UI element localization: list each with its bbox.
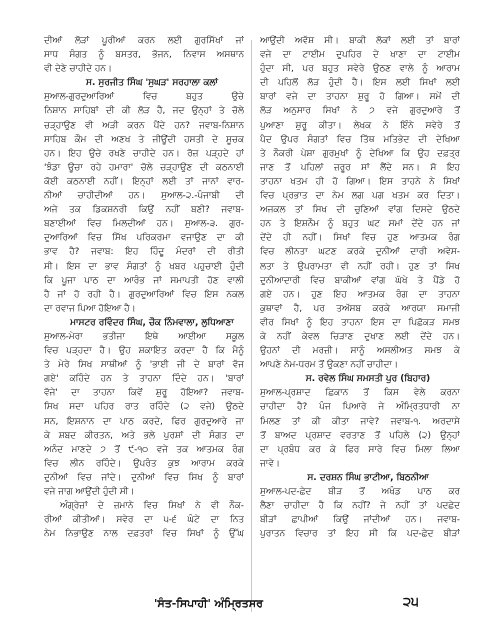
left-line: ਕੇ ਸ਼ਬਦ ਕੀਰਤਨ, ਅਤੇ ਭਲੇ ਪੁਰਸ਼ਾਂ ਦੀ ਸੰਗਤ ਦਾ — [44, 430, 244, 441]
left-line: ਅਨੰਦ ਮਾਣਦੇ ੭ ਤੋਂ ੯-੧੦ ਵਜੇ ਤਕ ਆਤਮਕ ਰੰਗ — [44, 444, 244, 455]
right-line: ਸ. ਦਰਸ਼ਨ ਸਿੰਘ ਭਾਟੀਆ, ਬਿਠਨੀਆ — [307, 472, 429, 483]
right-line: ਤਾਹਨਾ ਖਤਮ ਹੀ ਹੋ ਗਿਆ। ਇਸ ਤਾਹਨੇ ਨੇ ਸਿਖਾਂ — [260, 176, 460, 187]
left-line: ਦੀਆਂ ਲੋੜਾਂ ਪੂਰੀਆਂ ਕਰਨ ਲਈ ਗੁਰਸਿੱਖਾਂ ਜਾਂ — [44, 36, 244, 46]
right-line: ਦੀ ਪਹਿਲੋਂ ਲੋੜ ਹੁੰਦੀ ਹੈ। ਇਸ ਲਈ ਸਿਖਾਂ ਲਈ — [260, 78, 460, 89]
left-line: ਬਣਾਈਆਂ ਵਿਚ ਮਿਲਦੀਆਂ ਹਨ। ਸੁਆਲ-੩. ਗੁਰ- — [44, 219, 244, 230]
right-line: ਕੁਥਾਵਾਂ ਹੈ, ਪਰ ਤਅੱਸਬ ਕਰਕੇ ਆਰਯਾ ਸਮਾਜੀ — [260, 303, 460, 314]
right-line: ਵਜੇ ਦਾ ਟਾਈਮ ਦੁਪਹਿਰ ਦੇ ਖਾਣਾ ਦਾ ਟਾਈਮ — [260, 50, 460, 61]
magazine-page — [44, 34, 464, 634]
footer-page-number: ੨੫ — [403, 595, 419, 610]
left-line: ਸ. ਸੁਰਜੀਤ ਸਿੰਘ 'ਸੁਘੜ' ਸਰਹਾਲਾ ਕਲਾਂ — [86, 78, 218, 89]
left-line: ਵਿਚ ਲੀਨ ਰਹਿੰਦੇ। ਉਪਰੰਤ ਕੁਝ ਆਰਾਮ ਕਰਕੇ — [44, 458, 244, 469]
left-line: ਵਿਚ ਪੜ੍ਹਦਾ ਹੈ। ਉਹ ਸ਼ਕਾਇਤ ਕਰਦਾ ਹੈ ਕਿ ਮੈਨੂੰ — [44, 346, 244, 357]
left-line: ਸਿਖ ਸਦਾ ਪਹਿਰ ਰਾਤ ਰਹਿੰਦੇ (੨ ਵਜੇ) ਉਠਦੇ — [44, 402, 244, 413]
right-line: ਵਿਚ ਪ੍ਰਭਾਤ ਦਾ ਨੇਮ ਲਗ ਪਗ ਖਤਮ ਕਰ ਦਿਤਾ। — [260, 191, 460, 202]
left-column — [44, 34, 244, 541]
right-line: ਦਾ ਪ੍ਰਬੰਧ ਕਰ ਕੇ ਫਿਰ ਸਾਰੇ ਵਿਚ ਮਿਲਾ ਲਿਆ — [260, 444, 460, 455]
left-line: ਹਨ। ਇਹ ਉਚੇ ਰਖਣੇ ਚਾਹੀਦੇ ਹਨ। ਰੋਜ਼ ਪੜ੍ਹਦੇ ਹਾਂ — [44, 148, 244, 159]
right-line: ਚਾਹੀਦਾ ਹੈ? ਪੰਜ ਪਿਆਰੇ ਜੇ ਅੰਮ੍ਰਿਤਧਾਰੀ ਨਾ — [260, 402, 460, 413]
right-line: ਹੁੰਦਾ ਸੀ, ਪਰ ਬਹੁਤ ਸਵੇਰੇ ਉਠਣ ਵਾਲੇ ਨੂੰ ਆਰਾਮ — [260, 64, 460, 75]
left-line: ਨਿਸ਼ਾਨ ਸਾਹਿਬਾਂ ਦੀ ਕੀ ਲੋੜ ਹੈ, ਜਦ ਉਨ੍ਹਾਂ ਤੇ ਚੋਲੇ — [44, 106, 244, 117]
right-line: ਅਜਕਲ ਤਾਂ ਸਿਖ ਦੀ ਚੁਣਿਆਂ ਵਾਂਗ ਦਿਸਦੇ ਉਠਦੇ — [260, 205, 460, 216]
right-line: ਕੇ ਨਹੀਂ ਕੇਵਲ ਚਿੜਾਣ ਦੁਖਾਣ ਲਈ ਦੇਂਦੇ ਹਨ। — [260, 331, 460, 342]
right-column — [260, 34, 460, 541]
left-line: ਸੁਆਲ-ਮੇਰਾ ਭਤੀਜਾ ਇਥੇ ਆਈਆ ਸਕੂਲ — [44, 331, 244, 342]
left-line: ਨੇਮ ਨਿਭਾਉਣ ਨਾਲ ਦਫ਼ਤਰਾਂ ਵਿਚ ਸਿਖਾਂ ਨੂੰ ਉੱਘ — [44, 529, 244, 540]
left-line: ਹੈ ਜਾਂ ਹੋ ਰਹੀ ਹੈ। ਗੁਰਦੁਆਰਿਆਂ ਵਿਚ ਇਸ ਨਕਲ — [44, 289, 244, 300]
right-line: ਜਾਵੇ। — [260, 458, 280, 469]
left-line: ਸਾਧ ਸੰਗਤ ਨੂੰ ਬਸਤਰ, ਭੋਜਨ, ਨਿਵਾਸ ਅਸਥਾਨ — [44, 50, 244, 61]
right-line: ਲੈਣਾ ਚਾਹੀਦਾ ਹੈ ਕਿ ਨਹੀਂ? ਜੇ ਨਹੀਂ ਤਾਂ ਪਦਛੇਦ — [260, 501, 460, 512]
right-line: ਲੋੜ ਅਨੁਸਾਰ ਸਿਖਾਂ ਨੇ ੭ ਵਜੇ ਗੁਰਦੁਆਰੇ ਤੋਂ — [260, 106, 460, 117]
left-line: ਵੀ ਦੇਣੇ ਚਾਹੀਦੇ ਹਨ। — [44, 64, 112, 75]
right-line: ਪੁਰਾਤਨ ਵਿਚਾਰ ਤਾਂ ਇਹ ਸੀ ਕਿ ਪਦ-ਛੇਦ ਬੀੜਾਂ — [260, 529, 460, 540]
right-line: ਹਨ ਤੇ ਇਸ਼ਨੌਮ ਨੂੰ ਬਹੁਤ ਘਟ ਸਮਾਂ ਦੇਂਦੇ ਹਨ ਜਾਂ — [260, 219, 460, 230]
left-line: ਚੜ੍ਹਾਉਣ ਵੀ ਅੜੀ ਕਰਨ ਪੈਂਦੇ ਹਨ? ਜਵਾਬ-ਨਿਸ਼ਾਨ — [44, 120, 244, 131]
right-line: ਸੁਆਲ-ਪਦ-ਛੇਦ ਬੀੜ ਤੋਂ ਅਖੰਡ ਪਾਠ ਕਰ — [260, 487, 460, 497]
left-line: ਸੁਆਲ-ਗੁਰਦੁਆਰਿਆਂ ਵਿਚ ਬਹੁਤ ਉਚੇ — [44, 92, 244, 103]
left-line: ਗਏ' ਕਹਿੰਦੇ ਹਨ ਤੇ ਤਾਹਨਾ ਦਿੰਦੇ ਹਨ। 'ਬਾਰਾਂ — [44, 374, 244, 385]
right-line: ਜਾਣ ਤੋਂ ਪਹਿਲਾਂ ਜ਼ਰੂਰ ਸਾਂ ਲੈਂਦੇ ਸਨ। ਸੋ ਇਹ — [260, 162, 460, 173]
left-line: ਦੁਨੀਆਂ ਵਿਚ ਜਾਂਦੇ। ਦੁਨੀਆਂ ਵਿਚ ਸਿਖ ਨੂੰ ਬਾਰਾਂ — [44, 472, 244, 483]
right-line: ਲਤਾ ਤੇ ਉਪਰਾਮਤਾ ਵੀ ਨਹੀਂ ਰਹੀ। ਹੁਣ ਤਾਂ ਸਿਖ — [260, 261, 460, 272]
column-divider — [251, 40, 252, 612]
right-line: ਸ. ਰਵੇਲ ਸਿੰਘ ਸਮਸਤੀ ਪੁਰ (ਬਿਹਾਰ) — [305, 374, 431, 385]
left-line: ਅੰਗ੍ਰੇਜ਼ਾਂ ਦੇ ਜ਼ਮਾਨੇ ਵਿਚ ਸਿਖਾਂ ਨੇ ਵੀ ਨੌਕ- — [60, 501, 244, 512]
left-line: 'ਝੰਡਾ ਊਚਾ ਰਹੇ ਹਮਾਰਾ' ਚੋਲੇ ਚੜ੍ਹਾਉਣ ਦੀ ਕਠਨਾਈ — [44, 162, 244, 173]
left-line: ਨੀਆਂ ਚਾਹੀਦੀਆਂ ਹਨ। ਸੁਆਲ-੨.-ਪੰਜਾਬੀ ਦੀ — [44, 191, 244, 202]
left-line: ਸੀ। ਇਸ ਦਾ ਭਾਵ ਸੰਗਤਾਂ ਨੂੰ ਖਬਰ ਪਹੁਚਾਈ ਹੁੰਦੀ — [44, 261, 244, 272]
right-line: ਮਿਲਣ ਤਾਂ ਕੀ ਕੀਤਾ ਜਾਵੇ? ਜਵਾਬ-੧. ਅਰਦਾਸੇ — [260, 416, 460, 427]
left-line: ਅਜੇ ਤਕ ਡਿਕਸ਼ਨਰੀ ਕਿਉਂ ਨਹੀਂ ਬਣੀ? ਜਵਾਬ- — [44, 205, 244, 216]
right-line: ਦੇਂਦੇ ਹੀ ਨਹੀਂ। ਸਿਖਾਂ ਵਿਚ ਹੁਣ ਆਤਮਕ ਰੰਗ — [260, 233, 460, 244]
left-line: ਸਨ, ਇਸ਼ਨਾਨ ਦਾ ਪਾਠ ਕਰਦੇ, ਫਿਰ ਗੁਰਦੁਆਰੇ ਜਾ — [44, 416, 244, 427]
right-line: ਪੁਆਣਾ ਸ਼ੁਰੂ ਕੀਤਾ। ਲੇਖਕ ਨੇ ਇੰਨੇ ਸਵੇਰੇ ਤੋਂ — [260, 120, 460, 131]
right-line: ਗਏ ਹਨ। ਹੁਣ ਇਹ ਆਤਮਕ ਰੰਗ ਦਾ ਤਾਹਨਾ — [260, 289, 460, 300]
left-line: ਭਾਵ ਹੈ? ਜਵਾਬ: ਇਹ ਹਿੰਦੂ ਮੰਦਰਾਂ ਦੀ ਰੀਤੀ — [44, 247, 244, 258]
left-line: ਮਾਸਟਰ ਰਵਿੰਦਰ ਸਿੰਘ, ਚੌਕ ਨਿੰਮਵਾਲਾ, ਲੁਧਿਆਣਾ — [70, 317, 234, 328]
left-line: ਕਿ ਪੂਜਾ ਪਾਠ ਦਾ ਆਰੰਭ ਜਾਂ ਸਮਾਪਤੀ ਹੋਣ ਵਾਲੀ — [44, 275, 244, 286]
left-line: ਦੁਆਰਿਆਂ ਵਿਚ ਸਿੱਖ ਪਰਿਕਰਮਾ ਵਜਾਉਣ ਦਾ ਕੀ — [44, 233, 244, 244]
left-line: ਕੋਈ ਕਠਨਾਈ ਨਹੀਂ। ਇਨ੍ਹਾਂ ਲਈ ਤਾਂ ਜਾਨਾਂ ਵਾਰ- — [44, 176, 244, 187]
right-line: ਉਹਨਾਂ ਦੀ ਮਰਜ਼ੀ। ਸਾਨੂੰ ਅਸਲੀਅਤ ਸਮਝ ਕੇ — [260, 346, 460, 357]
left-line: ਵੱਜੇ' ਦਾ ਤਾਹਨਾ ਕਿਵੇਂ ਸ਼ੁਰੂ ਹੋਇਆ? ਜਵਾਬ- — [44, 388, 244, 399]
right-line: ਦੁਨੀਆਦਾਰੀ ਵਿਚ ਬਾਕੀਆਂ ਵਾਂਗ ਘੱਖੇ ਤੇ ਪੈਂਡੇ ਹੋ — [260, 275, 460, 286]
right-line: ਬਾਰਾਂ ਵਜੇ ਦਾ ਤਾਹਨਾ ਸ਼ੁਰੂ ਹੋ ਗਿਆ। ਸਮੇਂ ਦੀ — [260, 92, 460, 103]
left-line: ਰੀਆਂ ਕੀਤੀਆਂ। ਸਵੇਰ ਦਾ ੫-੬ ਘੰਟੇ ਦਾ ਨਿਤ — [44, 515, 244, 526]
right-line: ਤੋਂ ਬਾਅਦ ਪ੍ਰਸ਼ਾਦ ਵਰਤਾਣ ਤੋਂ ਪਹਿਲੇ (੨) ਉਨ੍ਹਾਂ — [260, 430, 460, 441]
right-line: ਵਿਚ ਲੀਨਤਾ ਘਟਣ ਕਰਕੇ ਦੁਨੀਆਂ ਦਾਰੀ ਅਵੇਸ- — [260, 247, 460, 258]
right-line: ਤੇ ਨੌਕਰੀ ਪੇਸ਼ਾ ਗੁਰਮੁਖਾਂ ਨੂੰ ਦੇਖਿਆ ਕਿ ਉਹ ਦਫ਼ਤ੍ਰ — [260, 148, 460, 159]
left-line: ਵਜੇ ਜਾਗ ਆਉਂਦੀ ਹੁੰਦੀ ਸੀ। — [44, 487, 135, 497]
footer-publication-title: 'ਸੰਤ-ਸਿਪਾਹੀ' ਅੰਮ੍ਰਿਤਸਰ — [154, 597, 263, 610]
right-line: ਸੁਆਲ-ਪ੍ਰਸ਼ਾਦ ਛਿਕਾਨ ਤੋਂ ਕਿਸ ਵੇਲੇ ਕਰਨਾ — [260, 388, 460, 399]
left-line: ਦਾ ਰਵਾਜ ਪਿਆ ਹੋਇਆ ਹੈ। — [44, 303, 136, 314]
right-line: ਵੀਰ ਸਿਖਾਂ ਨੂੰ ਇਹ ਤਾਹਨਾ ਇਸ ਦਾ ਪਿਛੋਕੜ ਸਮਝ — [260, 317, 460, 328]
right-line: ਆਉਂਦੀ ਅਵੱਸ਼ ਸੀ। ਬਾਕੀ ਲੋਕਾਂ ਲਈ ਤਾਂ ਬਾਰਾਂ — [260, 36, 460, 46]
right-line: ਆਪਣੇ ਨੇਮ-ਧਰਮ ਤੋਂ ਉਕਣਾ ਨਹੀਂ ਚਾਹੀਦਾ। — [260, 360, 398, 371]
left-line: ਸਾਹਿਬ ਕੌਮ ਦੀ ਅਣਖ ਤੇ ਜੀਊਂਦੀ ਹਸਤੀ ਦੇ ਸੂਚਕ — [44, 134, 244, 145]
left-line: ਤੇ ਮੇਰੇ ਸਿਖ ਸਾਥੀਆਂ ਨੂੰ 'ਭਾਈ ਜੀ ਦੇ ਬਾਰਾਂ ਵੱਜ — [44, 360, 244, 371]
right-line: ਪੈਦ ਉਪਰ ਸੰਗਤਾਂ ਵਿਚ ਤਿੱਥ ਮਤਿਭੇਦ ਦੀ ਦੇਖਿਆ — [260, 134, 460, 145]
right-line: ਬੀੜਾਂ ਛਾਪੀਆਂ ਕਿਉਂ ਜਾਂਦੀਆਂ ਹਨ। ਜਵਾਬ- — [260, 515, 460, 526]
